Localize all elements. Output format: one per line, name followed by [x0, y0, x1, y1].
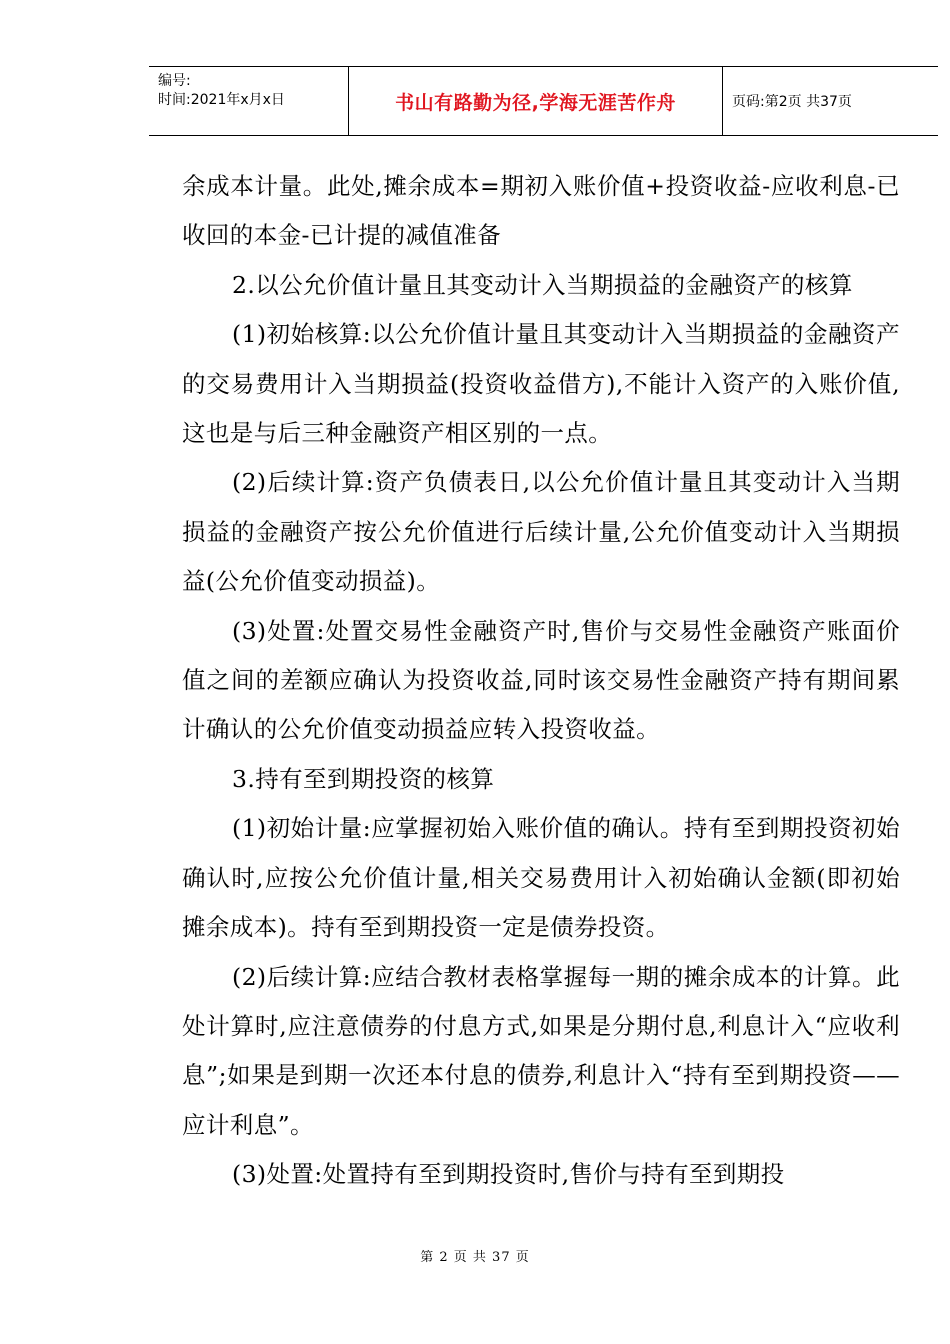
- page-header: [149, 66, 938, 136]
- paragraph: 余成本计量。此处,摊余成本=期初入账价值+投资收益-应收利息-已收回的本金-已计提的减值准备: [182, 172, 900, 250]
- header-page-info: 页码:第2页 共37页: [732, 94, 852, 110]
- paragraph: (3)处置:处置交易性金融资产时,售价与交易性金融资产账面价值之间的差额应确认为投资收益,同时该交易性金融资产持有期间累计确认的公允价值变动损益应转入投资收益。: [182, 616, 900, 744]
- section-heading: 2.以公允价值计量且其变动计入当期损益的金融资产的核算: [232, 270, 853, 299]
- page-footer: 第 2 页 共 37 页: [420, 1250, 530, 1265]
- paragraph: (3)处置:处置持有至到期投资时,售价与持有至到期投: [232, 1160, 785, 1189]
- header-motto: 书山有路勤为径,学海无涯苦作舟: [349, 67, 723, 135]
- document-body: [182, 162, 900, 1200]
- doc-time-label: 时间:2021年x月x日: [158, 92, 285, 108]
- section-heading: 3.持有至到期投资的核算: [232, 764, 495, 793]
- header-meta: [149, 67, 349, 135]
- paragraph: (2)后续计算:资产负债表日,以公允价值计量且其变动计入当期损益的金融资产按公允价值进行后续计量,公允价值变动计入当期损益(公允价值变动损益)。: [182, 468, 900, 596]
- paragraph: (1)初始计量:应掌握初始入账价值的确认。持有至到期投资初始确认时,应按公允价值计量,相关交易费用计入初始确认金额(即初始摊余成本)。持有至到期投资一定是债券投资。: [182, 814, 900, 942]
- doc-number-label: 编号:: [158, 73, 191, 89]
- paragraph: (1)初始核算:以公允价值计量且其变动计入当期损益的金融资产的交易费用计入当期损益(投资收益借方),不能计入资产的入账价值,这也是与后三种金融资产相区别的一点。: [182, 320, 900, 448]
- paragraph: (2)后续计算:应结合教材表格掌握每一期的摊余成本的计算。此处计算时,应注意债券的付息方式,如果是分期付息,利息计入“应收利息”;如果是到期一次还本付息的债券,利息计入“持有至到期投资——应计利息”。: [182, 962, 900, 1139]
